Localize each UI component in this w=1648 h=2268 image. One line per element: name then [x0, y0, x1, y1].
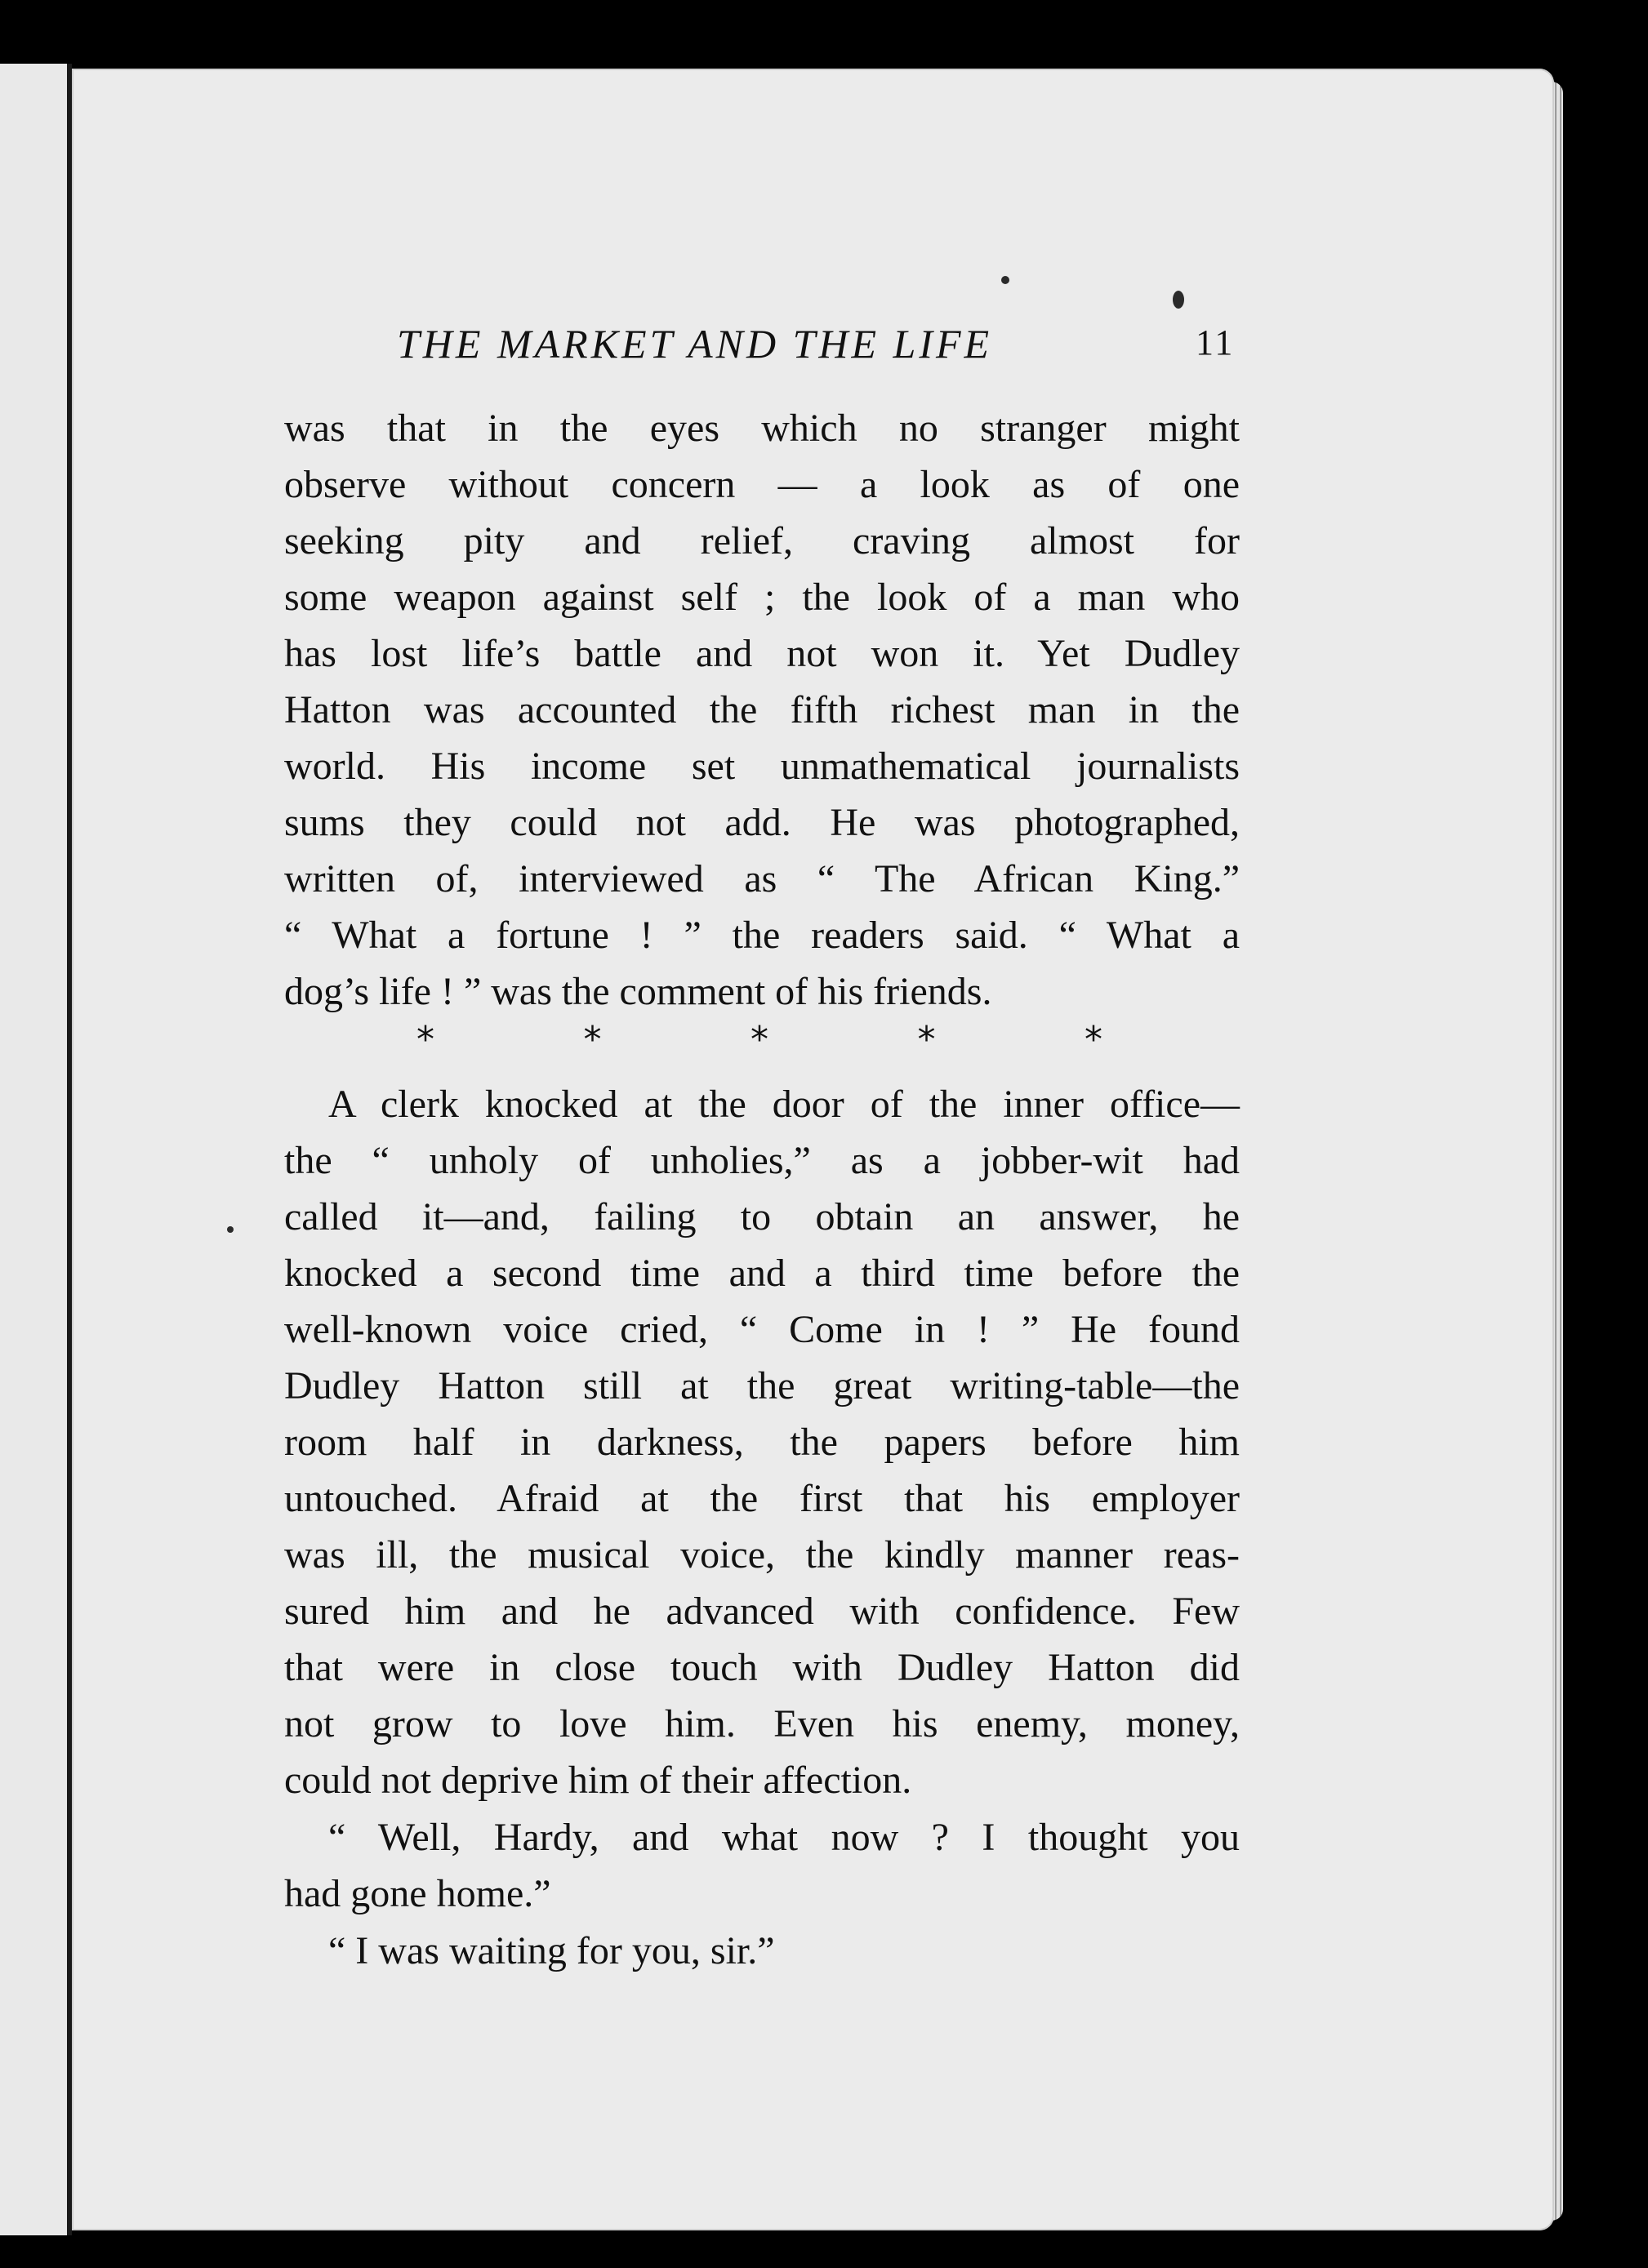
body-line: room half in darkness, the papers before him — [284, 1421, 1240, 1464]
body-line: some weapon against self ; the look of a man who — [284, 576, 1240, 619]
separator-asterisk: * — [416, 1019, 434, 1061]
separator-asterisk: * — [917, 1019, 936, 1061]
body-line: seeking pity and relief, craving almost for — [284, 519, 1240, 563]
body-line: had gone home.” — [284, 1872, 551, 1915]
scan-speck — [227, 1226, 234, 1233]
body-line: well-known voice cried, “ Come in ! ” He found — [284, 1308, 1240, 1351]
body-line: “ Well, Hardy, and what now ? I thought you — [328, 1816, 1240, 1859]
running-head-title: THE MARKET AND THE LIFE — [397, 321, 993, 367]
body-line: that were in close touch with Dudley Hatton did — [284, 1646, 1240, 1689]
body-line: “ What a fortune ! ” the readers said. “ What a — [284, 914, 1240, 957]
separator-asterisk: * — [1085, 1019, 1102, 1061]
body-line: dog’s life ! ” was the comment of his friends. — [284, 970, 992, 1013]
body-line: sums they could not add. He was photographed, — [284, 801, 1240, 844]
body-line: the “ unholy of unholies,” as a jobber-wit had — [284, 1139, 1240, 1182]
body-line: was ill, the musical voice, the kindly manner reas- — [284, 1533, 1240, 1576]
body-line: written of, interviewed as “ The African King.” — [284, 857, 1240, 901]
body-line: observe without concern — a look as of one — [284, 463, 1240, 506]
separator-asterisk: * — [583, 1019, 602, 1061]
body-line: sured him and he advanced with confidence. Few — [284, 1590, 1240, 1633]
body-line: world. His income set unmathematical journalists — [284, 745, 1240, 788]
body-line: knocked a second time and a third time before the — [284, 1252, 1240, 1295]
body-line: Dudley Hatton still at the great writing-table—the — [284, 1364, 1240, 1407]
body-line: called it—and, failing to obtain an answer, he — [284, 1195, 1240, 1239]
body-line: A clerk knocked at the door of the inner office— — [328, 1083, 1240, 1126]
separator-asterisk: * — [751, 1019, 768, 1061]
body-line: untouched. Afraid at the first that his employer — [284, 1477, 1240, 1520]
section-separator — [416, 1019, 1102, 1061]
scan-speck — [1173, 291, 1184, 309]
body-line: Hatton was accounted the fifth richest man in the — [284, 688, 1240, 732]
body-line: “ I was waiting for you, sir.” — [328, 1929, 775, 1972]
body-line: was that in the eyes which no stranger might — [284, 407, 1240, 450]
body-line: could not deprive him of their affection. — [284, 1759, 912, 1802]
page-number: 11 — [1196, 322, 1236, 362]
body-line: has lost life’s battle and not won it. Yet Dudley — [284, 632, 1240, 675]
facing-page-edge — [0, 64, 72, 2235]
body-line: not grow to love him. Even his enemy, money, — [284, 1702, 1240, 1745]
scan-speck — [1001, 276, 1009, 284]
